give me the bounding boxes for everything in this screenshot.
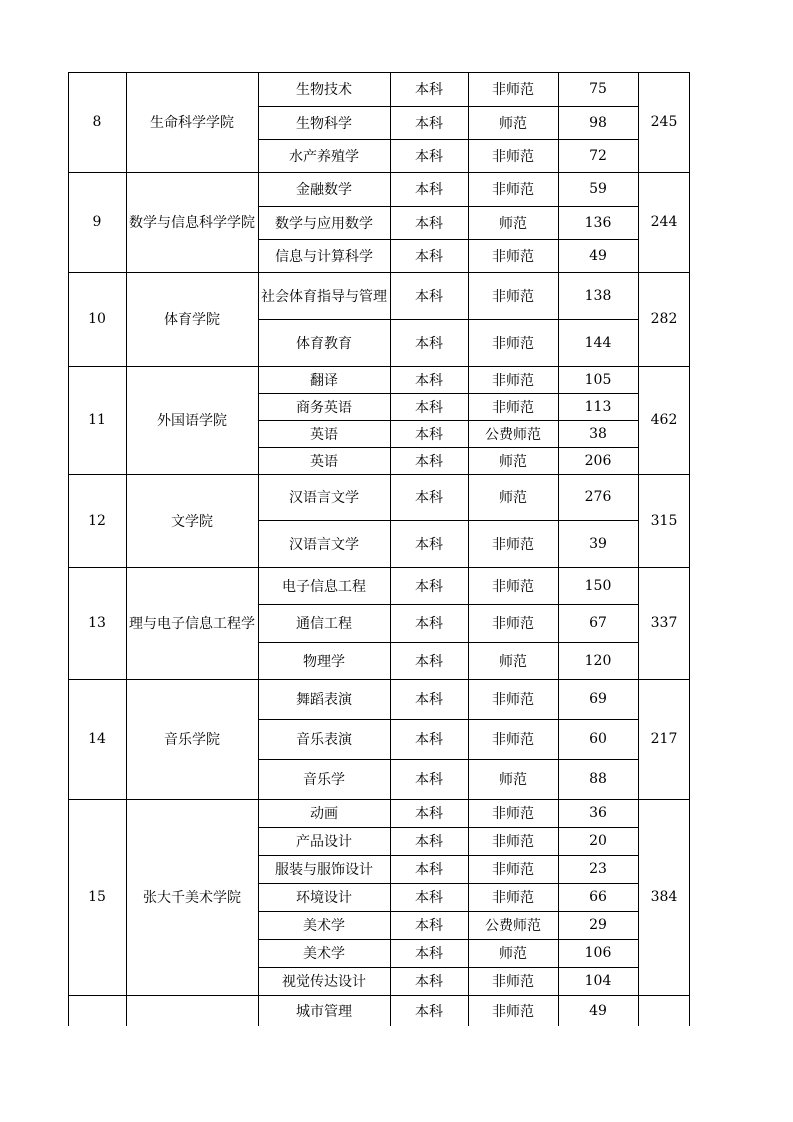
major-name: 环境设计	[296, 890, 352, 906]
college-name	[126, 995, 258, 1026]
major-count: 105	[584, 371, 612, 388]
major-name: 体育教育	[296, 335, 352, 352]
major-name: 汉语言文学	[289, 536, 359, 553]
major-type: 非师范	[492, 890, 534, 906]
major-count: 106	[584, 945, 612, 961]
major-level: 本科	[415, 732, 443, 748]
college-total: 245	[650, 114, 678, 130]
major-type: 师范	[499, 772, 527, 788]
major-count: 138	[584, 287, 612, 304]
major-level: 本科	[415, 82, 443, 98]
major-type: 师范	[499, 490, 527, 506]
major-level: 本科	[415, 372, 443, 389]
college-number: 9	[92, 214, 102, 230]
college-name: 音乐学院	[164, 732, 220, 748]
major-count: 206	[584, 452, 612, 469]
major-name: 音乐表演	[296, 732, 352, 748]
college-total: 244	[650, 214, 678, 230]
college-total: 462	[650, 412, 678, 428]
major-level: 本科	[415, 426, 443, 443]
major-level: 本科	[415, 115, 443, 132]
major-level: 本科	[415, 399, 443, 416]
college-number: 15	[88, 889, 106, 905]
major-type: 非师范	[492, 862, 534, 878]
major-name: 舞蹈表演	[296, 692, 352, 708]
major-count: 66	[589, 889, 607, 905]
college-name: 数学与信息科学学院	[129, 215, 255, 231]
major-count: 23	[589, 861, 607, 877]
college-name: 生命科学学院	[150, 115, 234, 131]
major-level: 本科	[415, 974, 443, 990]
major-count: 150	[584, 577, 612, 594]
major-name: 翻译	[310, 372, 338, 389]
major-count: 69	[589, 691, 607, 707]
major-count: 29	[589, 917, 607, 933]
college-total: 384	[650, 889, 678, 905]
major-name: 英语	[310, 453, 338, 470]
college-total: 282	[650, 311, 678, 327]
major-name: 美术学	[303, 946, 345, 962]
major-count: 20	[589, 833, 607, 849]
major-type: 非师范	[492, 399, 534, 416]
major-type: 师范	[499, 653, 527, 670]
major-level: 本科	[415, 335, 443, 352]
major-count: 88	[589, 771, 607, 787]
college-number: 11	[88, 412, 106, 428]
major-name: 音乐学	[303, 772, 345, 788]
major-type: 非师范	[492, 578, 534, 595]
major-name: 城市管理	[296, 1003, 352, 1020]
major-level: 本科	[415, 616, 443, 632]
college-total: 217	[650, 731, 678, 747]
major-name: 数学与应用数学	[275, 215, 373, 232]
major-count: 276	[584, 489, 612, 505]
major-count: 67	[589, 615, 607, 631]
major-level: 本科	[415, 890, 443, 906]
major-count: 72	[589, 147, 607, 164]
major-type: 公费师范	[485, 426, 541, 443]
major-level: 本科	[415, 536, 443, 553]
major-name: 生物技术	[296, 82, 352, 98]
major-level: 本科	[415, 215, 443, 232]
college-total	[638, 995, 690, 1026]
major-type: 非师范	[492, 288, 534, 305]
major-name: 水产养殖学	[289, 148, 359, 165]
major-count: 113	[584, 398, 612, 415]
major-type: 非师范	[492, 1003, 534, 1020]
major-count: 144	[584, 334, 612, 351]
major-name: 英语	[310, 426, 338, 443]
college-number: 14	[88, 731, 106, 747]
major-type: 非师范	[492, 692, 534, 708]
major-level: 本科	[415, 692, 443, 708]
college-number	[68, 995, 126, 1026]
major-type: 师范	[499, 115, 527, 132]
college-number: 13	[88, 615, 106, 631]
major-type: 师范	[499, 453, 527, 470]
major-level: 本科	[415, 248, 443, 265]
major-name: 商务英语	[296, 399, 352, 416]
major-count: 39	[589, 535, 607, 552]
college-name: 外国语学院	[157, 413, 227, 429]
major-name: 社会体育指导与管理	[261, 288, 387, 305]
college-name: 理与电子信息工程学	[129, 616, 255, 632]
major-name: 电子信息工程	[282, 578, 366, 595]
major-level: 本科	[415, 834, 443, 850]
major-count: 104	[584, 973, 612, 989]
major-name: 金融数学	[296, 182, 352, 198]
major-count: 120	[584, 652, 612, 669]
major-type: 非师范	[492, 182, 534, 198]
major-type: 师范	[499, 946, 527, 962]
college-number: 12	[88, 512, 106, 529]
college-number: 10	[88, 311, 106, 327]
major-count: 75	[589, 81, 607, 97]
college-total: 315	[650, 512, 678, 529]
major-level: 本科	[415, 490, 443, 506]
major-name: 汉语言文学	[289, 490, 359, 506]
major-level: 本科	[415, 148, 443, 165]
college-number: 8	[92, 114, 102, 130]
major-count: 60	[589, 731, 607, 747]
major-type: 非师范	[492, 148, 534, 165]
major-name: 通信工程	[296, 616, 352, 632]
major-name: 产品设计	[296, 834, 352, 850]
major-count: 49	[589, 1002, 607, 1019]
major-count: 98	[589, 114, 607, 131]
major-level: 本科	[415, 453, 443, 470]
major-name: 视觉传达设计	[282, 974, 366, 990]
major-type: 公费师范	[485, 918, 541, 934]
college-name: 文学院	[171, 513, 213, 530]
major-name: 物理学	[303, 653, 345, 670]
major-type: 非师范	[492, 335, 534, 352]
major-type: 非师范	[492, 834, 534, 850]
major-level: 本科	[415, 806, 443, 822]
major-type: 非师范	[492, 974, 534, 990]
major-type: 非师范	[492, 732, 534, 748]
major-type: 非师范	[492, 372, 534, 389]
major-level: 本科	[415, 862, 443, 878]
major-type: 非师范	[492, 248, 534, 265]
college-name: 张大千美术学院	[143, 890, 241, 906]
college-total: 337	[650, 615, 678, 631]
college-name: 体育学院	[164, 312, 220, 328]
major-level: 本科	[415, 653, 443, 670]
major-type: 非师范	[492, 616, 534, 632]
major-level: 本科	[415, 946, 443, 962]
major-name: 服装与服饰设计	[275, 862, 373, 878]
major-level: 本科	[415, 288, 443, 305]
major-count: 38	[589, 425, 607, 442]
major-count: 136	[584, 214, 612, 231]
major-name: 生物科学	[296, 115, 352, 132]
major-level: 本科	[415, 772, 443, 788]
major-count: 49	[589, 247, 607, 264]
major-type: 非师范	[492, 536, 534, 553]
major-name: 美术学	[303, 918, 345, 934]
major-type: 非师范	[492, 806, 534, 822]
major-count: 59	[589, 181, 607, 197]
major-level: 本科	[415, 578, 443, 595]
major-name: 信息与计算科学	[275, 248, 373, 265]
major-name: 动画	[310, 806, 338, 822]
major-type: 非师范	[492, 82, 534, 98]
major-type: 师范	[499, 215, 527, 232]
enrollment-table	[68, 72, 690, 1026]
major-count: 36	[589, 805, 607, 821]
major-level: 本科	[415, 1003, 443, 1020]
major-level: 本科	[415, 918, 443, 934]
major-level: 本科	[415, 182, 443, 198]
